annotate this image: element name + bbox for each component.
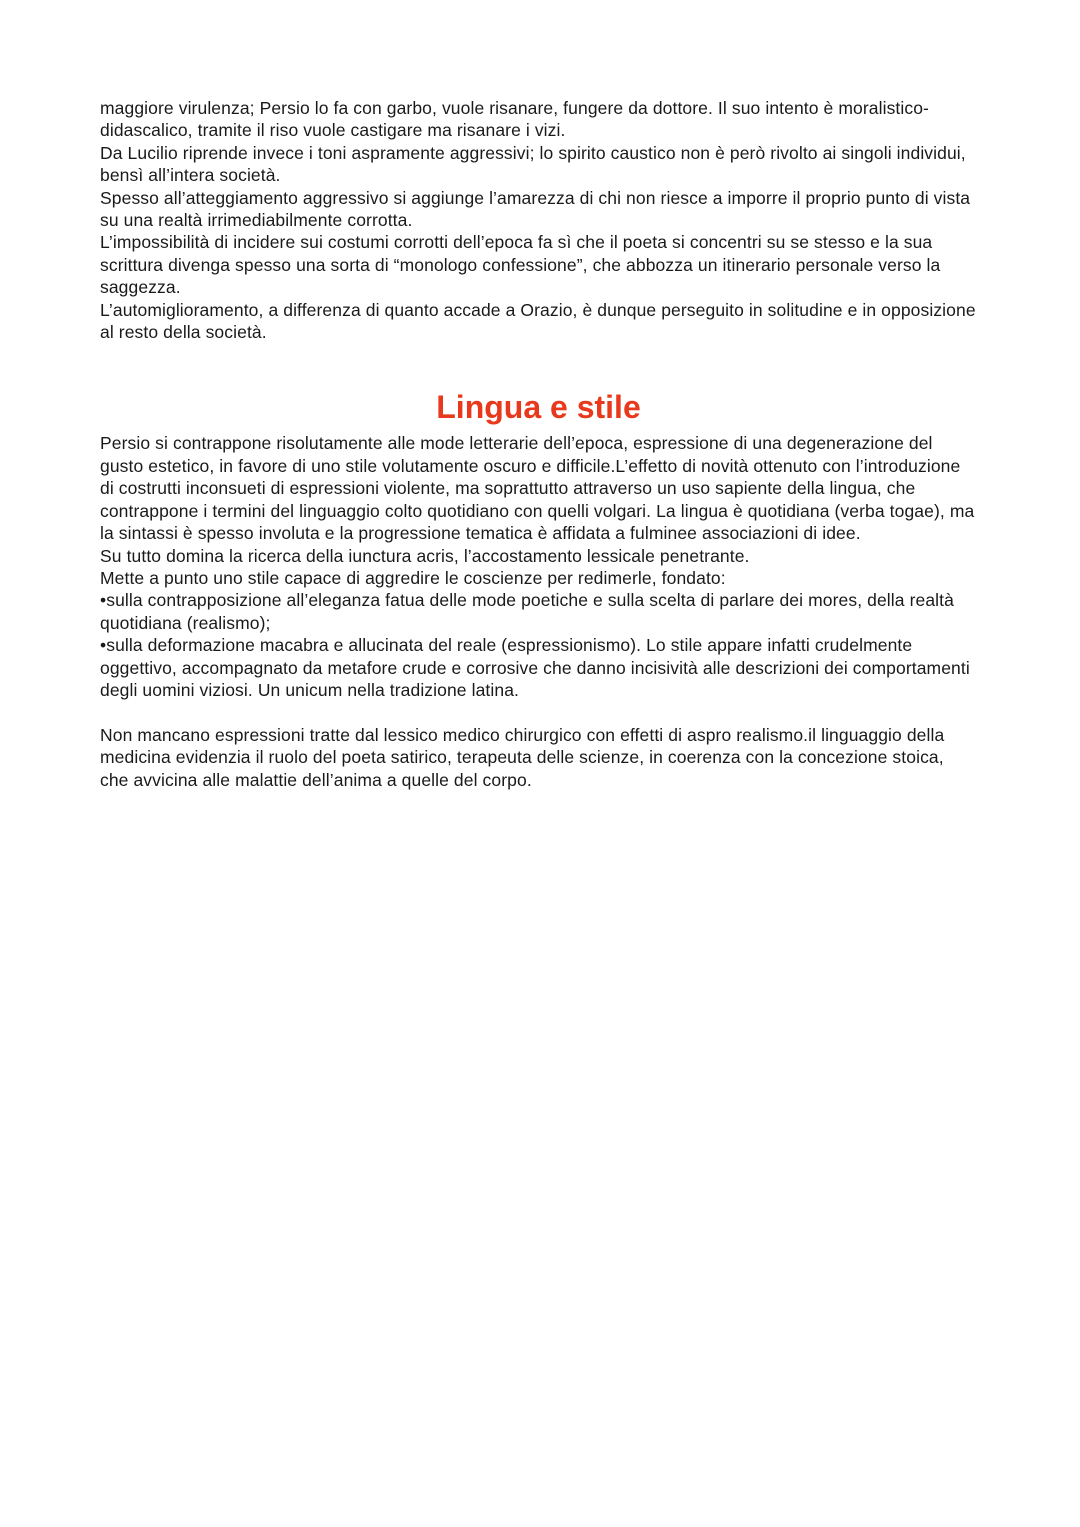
body-paragraph-1: Persio si contrappone risolutamente alle mode letterarie dell’epoca, espressione di una degenerazione del gusto estetico, in favore di uno stile volutamente oscuro e difficile.L’effetto di novità ottenuto con l’introduzione di costrutti inconsueti di espressioni violente, ma soprattutto attraverso un uso sapiente della lingua, che contrappone i termini del linguaggio colto quotidiano con quelli volgari. La lingua è quotidiana (verba togae), ma la sintassi è spesso involuta e la progressione tematica è affidata a fulminee associazioni di idee.: [100, 433, 975, 544]
body-paragraph-3: Mette a punto uno stile capace di aggredire le coscienze per redimerle, fondato:: [100, 567, 726, 588]
body-paragraph-2: Su tutto domina la ricerca della iunctura acris, l’accostamento lessicale penetrante.: [100, 545, 750, 566]
intro-paragraph-1: maggiore virulenza; Persio lo fa con garbo, vuole risanare, fungere da dottore. Il suo intento è moralistico-didascalico, tramite il riso vuole castigare ma risanare i vizi.: [100, 98, 929, 141]
section-heading: Lingua e stile: [436, 389, 641, 426]
body-section: [100, 432, 977, 790]
intro-section: [100, 97, 977, 343]
bullet-item-1: •sulla contrapposizione all’eleganza fatua delle mode poetiche e sulla scelta di parlare dei mores, della realtà quotidiana (realismo);: [100, 590, 954, 633]
intro-paragraph-4: L’impossibilità di incidere sui costumi corrotti dell’epoca fa sì che il poeta si concentri su se stesso e la sua scrittura divenga spesso una sorta di “monologo confessione”, che abbozza un itinerario personale verso la saggezza.: [100, 232, 941, 298]
bullet-item-2: •sulla deformazione macabra e allucinata del reale (espressionismo). Lo stile appare infatti crudelmente oggettivo, accompagnato da metafore crude e corrosive che danno incisività alle descrizioni dei comportamenti degli uomini viziosi. Un unicum nella tradizione latina.: [100, 635, 970, 700]
final-paragraph: Non mancano espressioni tratte dal lessico medico chirurgico con effetti di aspro realismo.il linguaggio della medicina evidenzia il ruolo del poeta satirico, terapeuta delle scienze, in coerenza con la concezione stoica, che avvicina alle malattie dell’anima a quelle del corpo.: [100, 724, 945, 790]
intro-paragraph-2: Da Lucilio riprende invece i toni aspramente aggressivi; lo spirito caustico non è però rivolto ai singoli individui, bensì all’intera società.: [100, 142, 966, 186]
intro-paragraph-3: Spesso all’atteggiamento aggressivo si aggiunge l’amarezza di chi non riesce a imporre il proprio punto di vista su una realtà irrimediabilmente corrotta.: [100, 187, 971, 231]
intro-paragraph-5: L’automiglioramento, a differenza di quanto accade a Orazio, è dunque perseguito in solitudine e in opposizione al resto della società.: [100, 299, 976, 343]
